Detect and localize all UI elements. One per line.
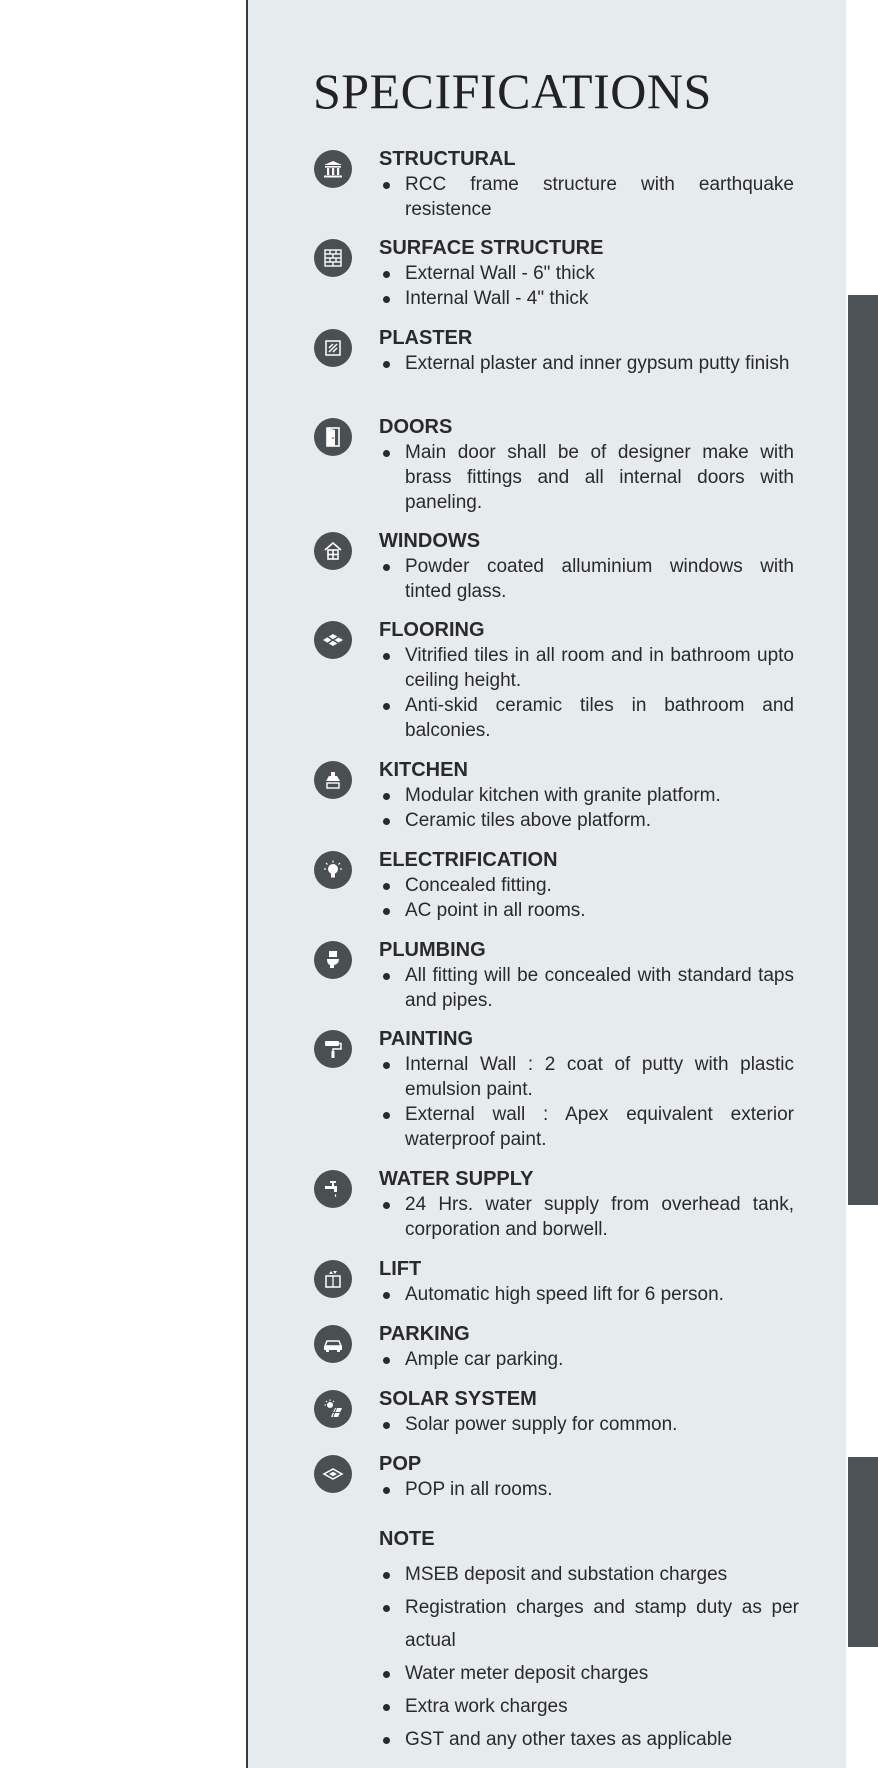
spec-item: Modular kitchen with granite platform.: [379, 783, 794, 808]
spec-heading: PARKING: [379, 1323, 470, 1345]
spec-item: Anti-skid ceramic tiles in bathroom and balconies.: [379, 693, 794, 743]
solar-panel-icon: [314, 1390, 352, 1428]
spec-heading: STRUCTURAL: [379, 148, 516, 170]
spec-item: Internal Wall - 4" thick: [379, 286, 794, 311]
spec-heading: PLASTER: [379, 327, 473, 349]
spec-item: Main door shall be of designer make with brass fittings and all internal doors with paneling.: [379, 440, 794, 515]
kitchen-hood-icon: [314, 761, 352, 799]
paint-roller-icon: [314, 1030, 352, 1068]
door-icon: [314, 418, 352, 456]
spec-heading: SURFACE STRUCTURE: [379, 237, 604, 259]
floor-tiles-icon: [314, 621, 352, 659]
spec-item: RCC frame structure with earthquake resistence: [379, 172, 794, 222]
spec-item: Automatic high speed lift for 6 person.: [379, 1282, 794, 1307]
spec-heading: PAINTING: [379, 1028, 474, 1050]
page-title: SPECIFICATIONS: [313, 63, 712, 119]
spec-heading: DOORS: [379, 416, 453, 438]
window-icon: [314, 532, 352, 570]
spec-item: AC point in all rooms.: [379, 898, 794, 923]
elevator-icon: [314, 1260, 352, 1298]
spec-heading: POP: [379, 1453, 422, 1475]
spec-item: External plaster and inner gypsum putty finish: [379, 351, 794, 376]
spec-heading: ELECTRIFICATION: [379, 849, 558, 871]
spec-item: 24 Hrs. water supply from overhead tank, corporation and borwell.: [379, 1192, 794, 1242]
spec-heading: FLOORING: [379, 619, 485, 641]
building-columns-icon: [314, 150, 352, 188]
side-bar-lower: [848, 1457, 878, 1647]
spec-heading: LIFT: [379, 1258, 422, 1280]
spec-item: Solar power supply for common.: [379, 1412, 794, 1437]
note-item: GST and any other taxes as applicable: [379, 1723, 799, 1756]
spec-item: Ample car parking.: [379, 1347, 794, 1372]
note-section: [379, 1527, 799, 1756]
ceiling-pop-icon: [314, 1455, 352, 1493]
spec-item: Concealed fitting.: [379, 873, 794, 898]
spec-item: Ceramic tiles above platform.: [379, 808, 794, 833]
brick-wall-icon: [314, 239, 352, 277]
plaster-trowel-icon: [314, 329, 352, 367]
spec-item: POP in all rooms.: [379, 1477, 794, 1502]
spec-heading: WATER SUPPLY: [379, 1168, 534, 1190]
spec-heading: SOLAR SYSTEM: [379, 1388, 537, 1410]
note-item: MSEB deposit and substation charges: [379, 1558, 799, 1591]
note-heading: NOTE: [379, 1528, 435, 1550]
spec-item: Internal Wall : 2 coat of putty with plastic emulsion paint.: [379, 1052, 794, 1102]
car-icon: [314, 1325, 352, 1363]
note-item: Registration charges and stamp duty as per actual: [379, 1591, 799, 1657]
spec-item: External Wall - 6" thick: [379, 261, 794, 286]
water-tap-icon: [314, 1170, 352, 1208]
spec-item: All fitting will be concealed with standard taps and pipes.: [379, 963, 794, 1013]
toilet-icon: [314, 941, 352, 979]
note-item: Extra work charges: [379, 1690, 799, 1723]
spec-item: Powder coated alluminium windows with tinted glass.: [379, 554, 794, 604]
spec-item: Vitrified tiles in all room and in bathroom upto ceiling height.: [379, 643, 794, 693]
side-bar-upper: [848, 295, 878, 1205]
spec-item: External wall : Apex equivalent exterior waterproof paint.: [379, 1102, 794, 1152]
light-bulb-icon: [314, 851, 352, 889]
spec-heading: KITCHEN: [379, 759, 468, 781]
note-item: Water meter deposit charges: [379, 1657, 799, 1690]
spec-heading: PLUMBING: [379, 939, 486, 961]
spec-heading: WINDOWS: [379, 530, 481, 552]
